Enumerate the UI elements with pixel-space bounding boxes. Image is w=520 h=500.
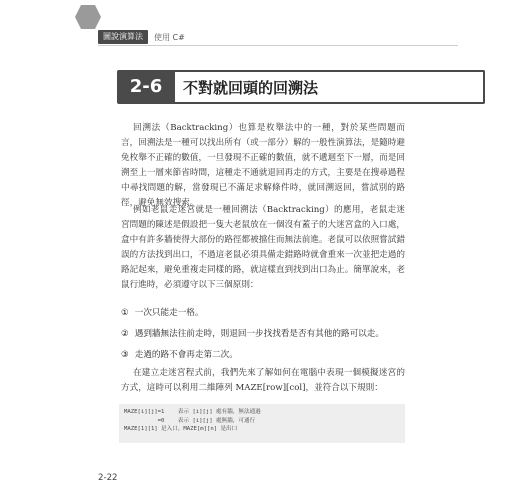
rule-item [121, 348, 238, 360]
section-title: 不對就回頭的回溯法 [183, 78, 319, 97]
code-block [119, 404, 405, 443]
rule-number: ② [121, 329, 129, 339]
rule-item [121, 327, 384, 339]
section-title-box [175, 70, 485, 104]
rule-text: 走過的路不會再走第二次。 [134, 350, 238, 360]
code-line: MAZE[i][j]=1 表示 [i][j] 處有牆，無法通過 [124, 409, 261, 415]
header-divider [98, 45, 458, 46]
rule-item [121, 306, 203, 318]
rule-text: 遇到牆無法往前走時，則退回一步找找看是否有其他的路可以走。 [134, 329, 384, 339]
code-line: MAZE[1][1] 是入口，MAZE[m][n] 是出口 [124, 426, 238, 433]
paragraph-maze-example: 例如老鼠走迷宮就是一種回溯法（Backtracking）的應用，老鼠走迷宮問題的陳述是假設把一隻大老鼠放在一個沒有蓋子的大迷宮盒的入口處，盒中有許多牆使得大部份的路徑都被擋住而無法前進。老鼠可以依照嘗試錯誤的方法找到出口，不過這老鼠必須具備走錯路時就會重來一次並把走過的路記起來，避免重複走同樣的路，就這樣直到找到出口為止。簡單說來，老鼠行進時，必須遵守以下三個原則： [121, 205, 405, 290]
page-number: 2-22 [98, 473, 118, 483]
rule-number: ① [121, 308, 129, 318]
rule-text: 一次只能走一格。 [134, 308, 204, 318]
code-line: =0 表示 [i][j] 處無牆，可通行 [124, 417, 256, 424]
section-heading [117, 70, 485, 104]
running-header [98, 30, 185, 44]
paragraph-maze-array: 在建立走迷宮程式前，我們先來了解如何在電腦中表現一個模擬迷宮的方式，這時可以利用二維陣列 MAZE[row][col]，並符合以下規則： [121, 368, 405, 393]
section-number: 2-6 [117, 70, 175, 104]
book-subtitle: 使用 C# [154, 32, 185, 42]
book-title-tag: 圖說演算法 [98, 30, 148, 44]
paragraph-intro: 回溯法（Backtracking）也算是枚舉法中的一種，對於某些問題而言，回溯法是一種可以找出所有（或一部分）解的一般性演算法，是隨時避免枚舉不正確的數值，一旦發現不正確的數值，就不遞迴至下一層，而是回溯至上一層來節省時間，這種走不通就退回再走的方式，主要是在搜尋過程中尋找問題的解，當發現已不滿足求解條件時，就回溯返回，嘗試別的路徑，避免無效搜索。 [121, 123, 405, 208]
rule-number: ③ [121, 350, 129, 360]
hexagon-decoration-icon [74, 4, 102, 30]
